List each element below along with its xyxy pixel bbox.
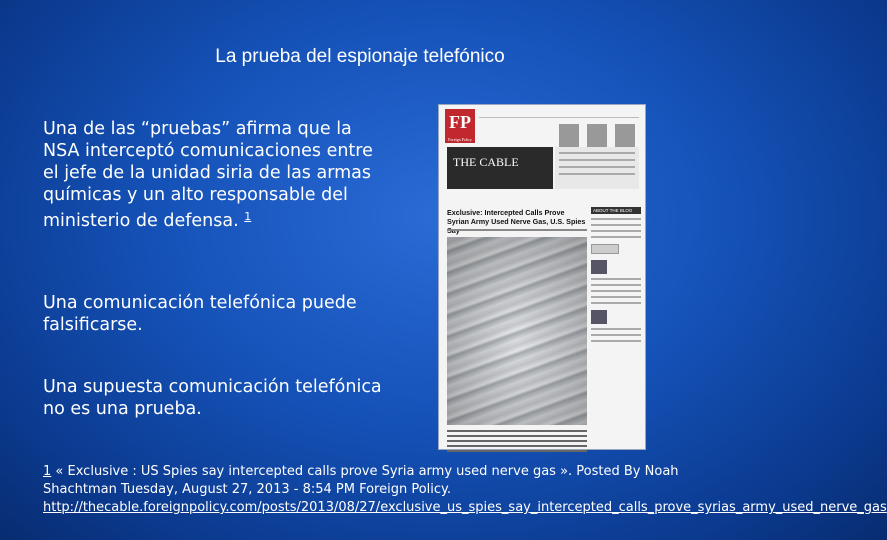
- foreign-policy-logo: [445, 109, 475, 143]
- advertisement-block: [555, 147, 639, 189]
- header-rule: [479, 117, 639, 118]
- footnote-number: 1: [43, 464, 52, 479]
- avatar: [591, 260, 607, 274]
- the-cable-banner: [447, 147, 553, 189]
- article-headline: Exclusive: Intercepted Calls Prove Syrian Army Used Nerve Gas, U.S. Spies: [447, 208, 586, 226]
- footnote-reference[interactable]: 1: [244, 210, 252, 223]
- footnote-text: « Exclusive : US Spies say intercepted calls prove Syria army used nerve gas ». Posted By Noah Shachtman Tuesday, August 27, 2013 - 8:54 PM Foreign Policy.: [43, 464, 679, 497]
- logo-subtext: Foreign Policy: [448, 137, 472, 142]
- paragraph-falsifiable: Una comunicación telefónica puede falsificarse.: [43, 293, 357, 335]
- paragraph-nsa-claim: [43, 118, 383, 232]
- banner-text: THE CABLE: [453, 155, 519, 169]
- sidebar-button: [591, 244, 619, 254]
- avatar: [591, 310, 607, 324]
- sidebar-header: ABOUT THE BLOG: [591, 207, 641, 214]
- slide-title: La prueba del espionaje telefónico: [215, 46, 505, 67]
- article-photo-shade: [447, 237, 587, 425]
- article-sidebar: [591, 207, 641, 443]
- source-link[interactable]: http://thecable.foreignpolicy.com/posts/2013/08/27/exclusive_us_spies_say_intercepted_calls_prove_syrias_army_used_nerve_gas: [43, 500, 887, 515]
- footnote: [43, 463, 887, 517]
- article-caption: [447, 427, 587, 452]
- paragraph-not-proof: Una supuesta comunicación telefónica no es una prueba.: [43, 377, 382, 419]
- article-byline: [447, 229, 587, 231]
- header-nav: [559, 121, 643, 149]
- paragraph-nsa-claim-text: Una de las “pruebas” afirma que la NSA interceptó comunicaciones entre el jefe de la unidad siria de las armas químicas y un alto responsable del ministerio de defensa.: [43, 119, 373, 231]
- article-screenshot: [438, 104, 646, 450]
- logo-text: FP: [449, 112, 471, 132]
